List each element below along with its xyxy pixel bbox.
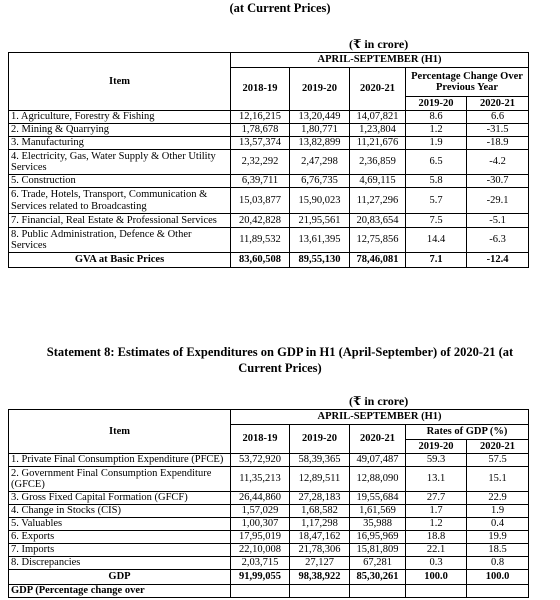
table-row bbox=[9, 518, 529, 531]
gdp-unit-label: (₹ in crore) bbox=[349, 394, 409, 408]
row-rate: 1.2 bbox=[406, 518, 467, 531]
row-value: 1,57,029 bbox=[231, 505, 290, 518]
gva-year-header: 2020-21 bbox=[350, 68, 406, 111]
table-row bbox=[9, 188, 529, 214]
gva-change-year: 2019-20 bbox=[406, 97, 467, 111]
row-change: -4.2 bbox=[467, 150, 529, 175]
row-item: 7. Financial, Real Estate & Professional Services bbox=[9, 214, 231, 228]
row-rate: 0.3 bbox=[406, 557, 467, 570]
gva-year-header: 2019-20 bbox=[290, 68, 350, 111]
row-change: 1.9 bbox=[406, 137, 467, 150]
table-row bbox=[9, 467, 529, 492]
row-rate: 19.9 bbox=[467, 531, 529, 544]
gdp-year-header: 2020-21 bbox=[350, 425, 406, 454]
row-value: 15,90,023 bbox=[290, 188, 350, 214]
row-value: 53,72,920 bbox=[231, 454, 290, 467]
row-value: 26,44,860 bbox=[231, 492, 290, 505]
row-value: 11,35,213 bbox=[231, 467, 290, 492]
gdp-period-header: APRIL-SEPTEMBER (H1) bbox=[231, 410, 529, 425]
row-item: 5. Valuables bbox=[9, 518, 231, 531]
row-value: 12,16,215 bbox=[231, 111, 290, 124]
gdp-table bbox=[8, 409, 529, 598]
row-item: 1. Agriculture, Forestry & Fishing bbox=[9, 111, 231, 124]
gdp-item-header: Item bbox=[9, 410, 231, 454]
total-item: GDP bbox=[9, 570, 231, 585]
gva-year-header: 2018-19 bbox=[231, 68, 290, 111]
gva-period-header: APRIL-SEPTEMBER (H1) bbox=[231, 53, 529, 68]
row-change: -31.5 bbox=[467, 124, 529, 137]
statement-title-line2: Current Prices) bbox=[238, 361, 322, 375]
row-value: 35,988 bbox=[350, 518, 406, 531]
total-item: GVA at Basic Prices bbox=[9, 253, 231, 268]
row-value: 22,10,008 bbox=[231, 544, 290, 557]
row-value: 15,03,877 bbox=[231, 188, 290, 214]
row-change: 5.7 bbox=[406, 188, 467, 214]
row-value: 58,39,365 bbox=[290, 454, 350, 467]
gva-table bbox=[8, 52, 529, 268]
row-value: 21,95,561 bbox=[290, 214, 350, 228]
row-item: 8. Discrepancies bbox=[9, 557, 231, 570]
row-value: 11,89,532 bbox=[231, 228, 290, 253]
row-value: 2,36,859 bbox=[350, 150, 406, 175]
row-item: 6. Exports bbox=[9, 531, 231, 544]
row-value: 11,21,676 bbox=[350, 137, 406, 150]
row-change: 14.4 bbox=[406, 228, 467, 253]
row-item: 1. Private Final Consumption Expenditure (PFCE) bbox=[9, 454, 231, 467]
gdp-year-header: 2019-20 bbox=[290, 425, 350, 454]
row-value: 20,83,654 bbox=[350, 214, 406, 228]
row-value: 1,00,307 bbox=[231, 518, 290, 531]
row-value: 1,80,771 bbox=[290, 124, 350, 137]
row-value: 17,95,019 bbox=[231, 531, 290, 544]
row-rate: 57.5 bbox=[467, 454, 529, 467]
row-item: 2. Mining & Quarrying bbox=[9, 124, 231, 137]
row-value: 21,78,306 bbox=[290, 544, 350, 557]
table-row bbox=[9, 214, 529, 228]
total-value: 91,99,055 bbox=[231, 570, 290, 585]
top-caption: (at Current Prices) bbox=[229, 1, 331, 15]
row-rate: 18.5 bbox=[467, 544, 529, 557]
total-value: 78,46,081 bbox=[350, 253, 406, 268]
table-row bbox=[9, 111, 529, 124]
row-value: 6,76,735 bbox=[290, 175, 350, 188]
row-value: 2,47,298 bbox=[290, 150, 350, 175]
table-row bbox=[9, 544, 529, 557]
table-row bbox=[9, 557, 529, 570]
table-row bbox=[9, 175, 529, 188]
table-row bbox=[9, 505, 529, 518]
total-row bbox=[9, 570, 529, 585]
row-value: 11,27,296 bbox=[350, 188, 406, 214]
row-rate: 0.8 bbox=[467, 557, 529, 570]
row-value: 15,81,809 bbox=[350, 544, 406, 557]
total-change: 7.1 bbox=[406, 253, 467, 268]
total-rate: 100.0 bbox=[467, 570, 529, 585]
trailing-row-item: GDP (Percentage change over bbox=[9, 585, 231, 598]
gva-change-header: Percentage Change Over Previous Year bbox=[406, 68, 529, 97]
row-change: -29.1 bbox=[467, 188, 529, 214]
row-value: 18,47,162 bbox=[290, 531, 350, 544]
row-rate: 0.4 bbox=[467, 518, 529, 531]
statement-title-line1: Statement 8: Estimates of Expenditures on GDP in H1 (April-September) of 2020-21 (at bbox=[46, 345, 514, 359]
table-row bbox=[9, 454, 529, 467]
row-change: -30.7 bbox=[467, 175, 529, 188]
gva-unit-label: (₹ in crore) bbox=[349, 37, 409, 51]
gdp-year-header: 2018-19 bbox=[231, 425, 290, 454]
row-item: 8. Public Administration, Defence & Other Services bbox=[9, 228, 231, 253]
total-rate: 100.0 bbox=[406, 570, 467, 585]
total-value: 83,60,508 bbox=[231, 253, 290, 268]
row-change: -18.9 bbox=[467, 137, 529, 150]
row-value: 13,82,899 bbox=[290, 137, 350, 150]
row-item: 2. Government Final Consumption Expenditure (GFCE) bbox=[9, 467, 231, 492]
gva-change-year: 2020-21 bbox=[467, 97, 529, 111]
row-value: 2,32,292 bbox=[231, 150, 290, 175]
table-row bbox=[9, 124, 529, 137]
row-value: 6,39,711 bbox=[231, 175, 290, 188]
table-row bbox=[9, 150, 529, 175]
row-rate: 13.1 bbox=[406, 467, 467, 492]
row-value: 1,68,582 bbox=[290, 505, 350, 518]
row-change: 6.5 bbox=[406, 150, 467, 175]
row-value: 14,07,821 bbox=[350, 111, 406, 124]
row-value: 13,20,449 bbox=[290, 111, 350, 124]
row-value: 20,42,828 bbox=[231, 214, 290, 228]
row-value: 19,55,684 bbox=[350, 492, 406, 505]
table-row bbox=[9, 531, 529, 544]
row-rate: 18.8 bbox=[406, 531, 467, 544]
total-value: 85,30,261 bbox=[350, 570, 406, 585]
total-value: 89,55,130 bbox=[290, 253, 350, 268]
row-value: 2,03,715 bbox=[231, 557, 290, 570]
row-value: 67,281 bbox=[350, 557, 406, 570]
row-item: 4. Change in Stocks (CIS) bbox=[9, 505, 231, 518]
row-rate: 22.1 bbox=[406, 544, 467, 557]
row-change: -5.1 bbox=[467, 214, 529, 228]
table-row bbox=[9, 585, 529, 598]
row-item: 4. Electricity, Gas, Water Supply & Other Utility Services bbox=[9, 150, 231, 175]
row-value: 12,75,856 bbox=[350, 228, 406, 253]
row-value: 1,17,298 bbox=[290, 518, 350, 531]
row-value: 13,61,395 bbox=[290, 228, 350, 253]
row-item: 5. Construction bbox=[9, 175, 231, 188]
row-value: 16,95,969 bbox=[350, 531, 406, 544]
table-row bbox=[9, 492, 529, 505]
row-rate: 27.7 bbox=[406, 492, 467, 505]
row-rate: 22.9 bbox=[467, 492, 529, 505]
table-row bbox=[9, 228, 529, 253]
row-change: 8.6 bbox=[406, 111, 467, 124]
row-rate: 59.3 bbox=[406, 454, 467, 467]
table-row bbox=[9, 137, 529, 150]
row-change: -6.3 bbox=[467, 228, 529, 253]
row-value: 13,57,374 bbox=[231, 137, 290, 150]
row-value: 49,07,487 bbox=[350, 454, 406, 467]
row-value: 1,61,569 bbox=[350, 505, 406, 518]
row-change: 1.2 bbox=[406, 124, 467, 137]
row-change: 5.8 bbox=[406, 175, 467, 188]
total-change: -12.4 bbox=[467, 253, 529, 268]
row-value: 27,127 bbox=[290, 557, 350, 570]
row-rate: 1.7 bbox=[406, 505, 467, 518]
total-value: 98,38,922 bbox=[290, 570, 350, 585]
row-item: 3. Manufacturing bbox=[9, 137, 231, 150]
gdp-rates-year: 2019-20 bbox=[406, 440, 467, 454]
row-rate: 15.1 bbox=[467, 467, 529, 492]
gdp-rates-year: 2020-21 bbox=[467, 440, 529, 454]
row-item: 6. Trade, Hotels, Transport, Communication & Services related to Broadcasting bbox=[9, 188, 231, 214]
gva-item-header: Item bbox=[9, 53, 231, 111]
row-value: 1,78,678 bbox=[231, 124, 290, 137]
row-change: 7.5 bbox=[406, 214, 467, 228]
row-value: 1,23,804 bbox=[350, 124, 406, 137]
row-change: 6.6 bbox=[467, 111, 529, 124]
row-rate: 1.9 bbox=[467, 505, 529, 518]
row-value: 4,69,115 bbox=[350, 175, 406, 188]
row-value: 12,89,511 bbox=[290, 467, 350, 492]
row-item: 3. Gross Fixed Capital Formation (GFCF) bbox=[9, 492, 231, 505]
row-value: 27,28,183 bbox=[290, 492, 350, 505]
row-value: 12,88,090 bbox=[350, 467, 406, 492]
row-item: 7. Imports bbox=[9, 544, 231, 557]
gdp-rates-header: Rates of GDP (%) bbox=[406, 425, 529, 440]
total-row bbox=[9, 253, 529, 268]
